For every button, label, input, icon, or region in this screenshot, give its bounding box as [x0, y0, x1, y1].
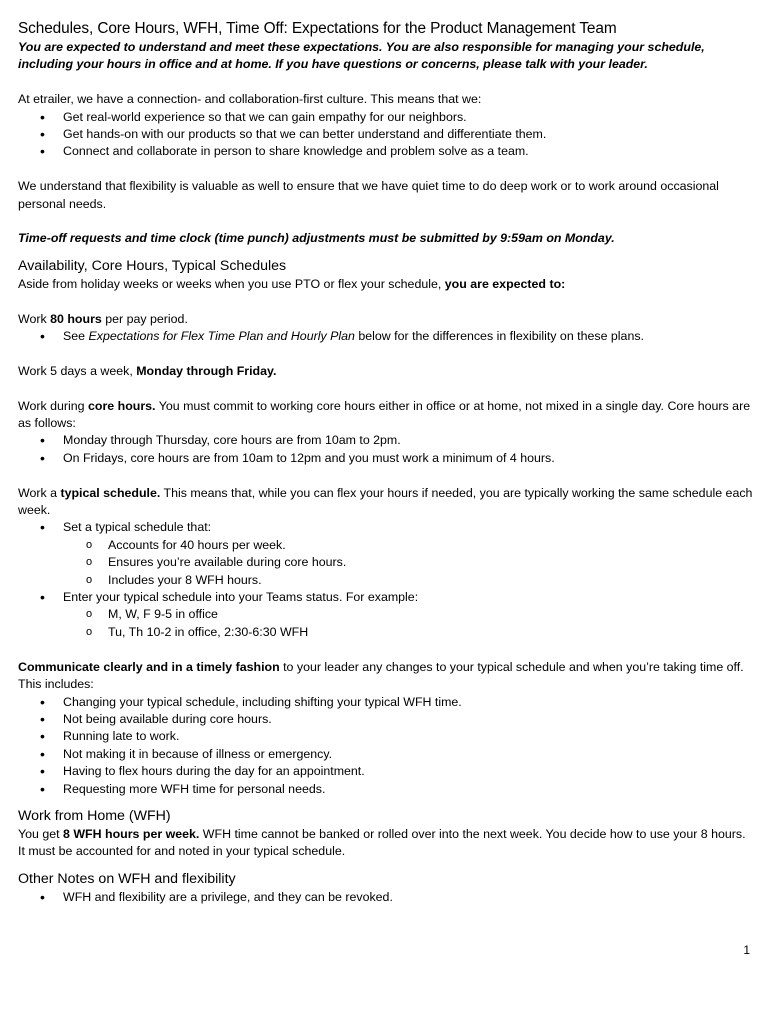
- list-item: • On Fridays, core hours are from 10am to 12pm and you must work a minimum of 4 hours.: [18, 450, 753, 467]
- wfh-heading: Work from Home (WFH): [18, 807, 171, 824]
- communicate-paragraph: Communicate clearly and in a timely fashion to your leader any changes to your typical schedule and when you’re taking time off. This includes:: [18, 659, 744, 692]
- typical-schedule-paragraph: Work a typical schedule. This means that, while you can flex your hours if needed, you are typically working the same schedule each week.: [18, 485, 753, 518]
- list-item: • Changing your typical schedule, including shifting your typical WFH time.: [18, 694, 753, 711]
- wfh-paragraph: You get 8 WFH hours per week. WFH time cannot be banked or rolled over into the next week. You decide how to use your 8 hours. It must be accounted for and noted in your typical schedule.: [18, 826, 746, 859]
- sub-list-item: o Includes your 8 WFH hours.: [18, 572, 753, 589]
- other-notes-heading: Other Notes on WFH and flexibility: [18, 870, 236, 887]
- deadline-note: Time-off requests and time clock (time punch) adjustments must be submitted by 9:59am on Monday.: [18, 231, 615, 246]
- document-title: Schedules, Core Hours, WFH, Time Off: Expectations for the Product Management Team: [18, 20, 617, 37]
- culture-lead: At etrailer, we have a connection- and collaboration-first culture. This means that we:: [18, 92, 482, 107]
- sub-list-item: o Ensures you’re available during core hours.: [18, 554, 753, 571]
- list-item: • See Expectations for Flex Time Plan and Hourly Plan below for the differences in flexibility on these plans.: [18, 328, 753, 345]
- list-item: • Get real-world experience so that we can gain empathy for our neighbors.: [18, 109, 753, 126]
- other-notes-list: [18, 889, 753, 906]
- list-item: • Connect and collaborate in person to share knowledge and problem solve as a team.: [18, 143, 753, 160]
- sub-list: [63, 606, 753, 641]
- sub-list-item: o Tu, Th 10-2 in office, 2:30-6:30 WFH: [18, 624, 753, 641]
- list-item: • Not being available during core hours.: [18, 711, 753, 728]
- sub-list-item: o M, W, F 9-5 in office: [18, 606, 753, 623]
- work-80-hours: Work 80 hours per pay period.: [18, 311, 188, 326]
- work-5-days: Work 5 days a week, Monday through Friday.: [18, 363, 277, 378]
- list-item: • Running late to work.: [18, 728, 753, 745]
- work-80-list: [18, 328, 753, 345]
- list-item: • Enter your typical schedule into your Teams status. For example: o M, W, F 9-5 in office o Tu, Th 10-2 in office, 2:30-6:30 WFH: [18, 589, 753, 641]
- list-item: • WFH and flexibility are a privilege, and they can be revoked.: [18, 889, 753, 906]
- core-hours-list: [18, 432, 753, 467]
- intro-paragraph: You are expected to understand and meet these expectations. You are also responsible for managing your schedule, including your hours in office and at home. If you have questions or concerns, please talk with your leader.: [18, 40, 705, 72]
- list-item: • Set a typical schedule that: o Accounts for 40 hours per week. o Ensures you’re available during core hours. o Includes your 8 WFH hours.: [18, 519, 753, 589]
- list-item: • Having to flex hours during the day for an appointment.: [18, 763, 753, 780]
- page-number: 1: [743, 943, 750, 957]
- communicate-list: [18, 694, 753, 798]
- core-hours-paragraph: Work during core hours. You must commit to working core hours either in office or at home, not mixed in a single day. Core hours are as follows:: [18, 398, 751, 431]
- flexibility-paragraph: We understand that flexibility is valuable as well to ensure that we have quiet time to do deep work or to work around occasional personal needs.: [18, 179, 719, 211]
- list-item: • Get hands-on with our products so that we can better understand and differentiate them.: [18, 126, 753, 143]
- list-item: • Not making it in because of illness or emergency.: [18, 746, 753, 763]
- sub-list-item: o Accounts for 40 hours per week.: [18, 537, 753, 554]
- typical-schedule-list: [18, 519, 753, 641]
- list-item: • Requesting more WFH time for personal needs.: [18, 781, 753, 798]
- availability-heading: Availability, Core Hours, Typical Schedules: [18, 257, 287, 274]
- list-item: • Monday through Thursday, core hours are from 10am to 2pm.: [18, 432, 753, 449]
- sub-list: [63, 537, 753, 589]
- availability-lead: Aside from holiday weeks or weeks when you use PTO or flex your schedule, you are expected to:: [18, 276, 566, 291]
- document-body: [18, 18, 753, 906]
- culture-list: [18, 109, 753, 161]
